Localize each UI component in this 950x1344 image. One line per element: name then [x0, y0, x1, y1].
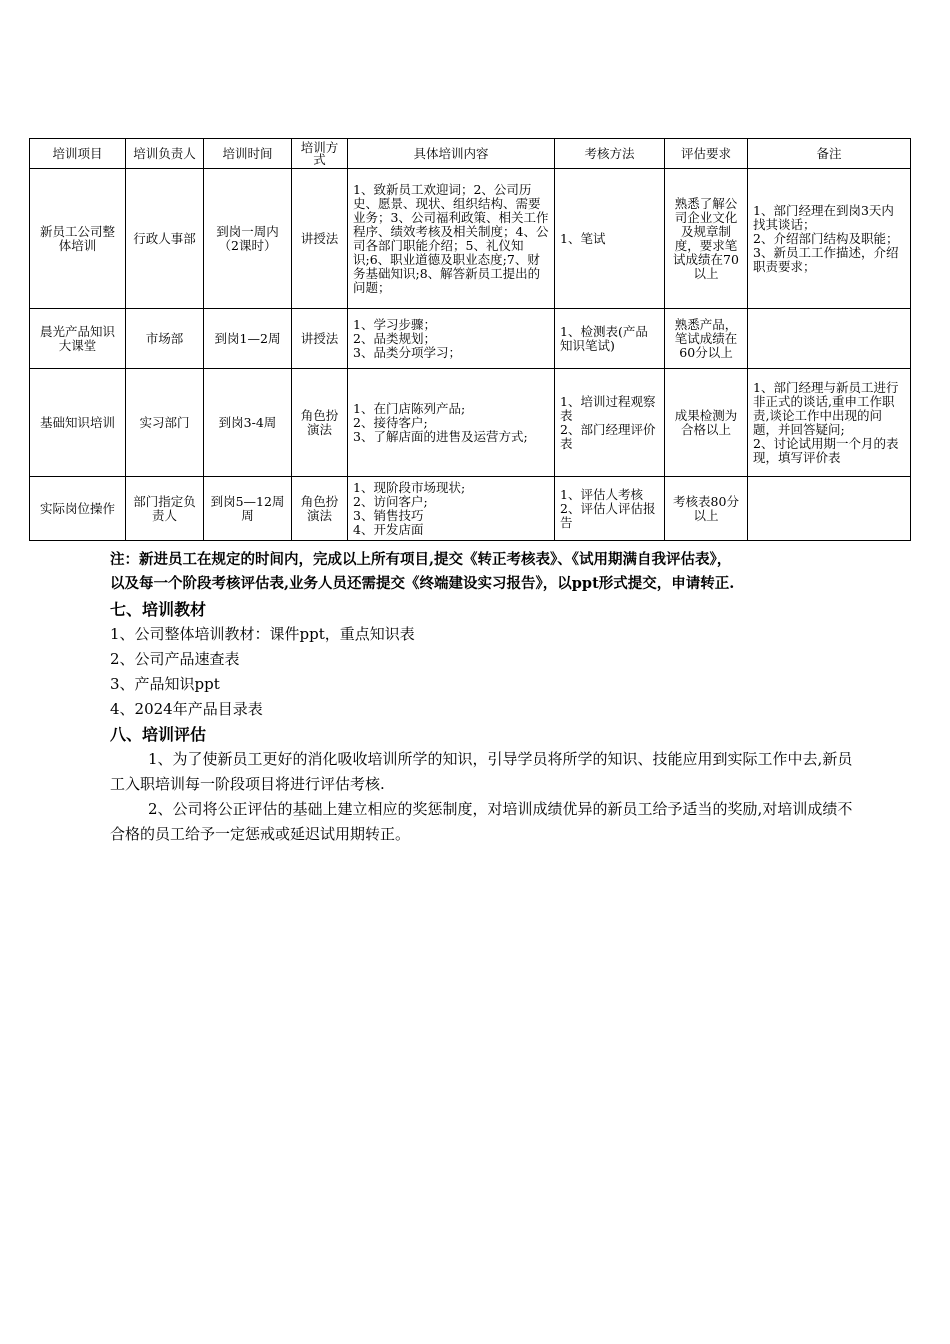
- cell-eval: 考核表80分以上: [665, 477, 748, 541]
- cell-remarks: [748, 477, 911, 541]
- table-header-row: [30, 139, 911, 169]
- evaluation-paragraph: 2、公司将公正评估的基础上建立相应的奖惩制度，对培训成绩优异的新员工给予适当的奖励,对培训成绩不合格的员工给予一定惩戒或延迟试用期转正。: [110, 800, 853, 843]
- header-cell-method: 培训方式: [292, 139, 348, 169]
- cell-time: 到岗1—2周: [204, 309, 292, 369]
- cell-method: 角色扮演法: [292, 477, 348, 541]
- cell-assess: 1、培训过程观察表 2、部门经理评价表: [555, 369, 665, 477]
- note-line-2: 以及每一个阶段考核评估表,业务人员还需提交《终端建设实习报告》，以ppt形式提交，申请转正.: [110, 575, 735, 592]
- materials-item: 2、公司产品速查表: [110, 650, 240, 668]
- cell-assess: 1、检测表(产品知识笔试): [555, 309, 665, 369]
- materials-item: 4、2024年产品目录表: [110, 700, 263, 718]
- cell-content: 1、致新员工欢迎词；2、公司历史、愿景、现状、组织结构、需要业务；3、公司福利政策、相关工作程序、绩效考核及相关制度；4、公司各部门职能介绍；5、礼仪知识;6、职业道德及职业态度;7、财务基础知识;8、解答新员工提出的问题；: [348, 169, 555, 309]
- materials-item: 1、公司整体培训教材：课件ppt，重点知识表: [110, 625, 415, 643]
- table-row: [30, 369, 911, 477]
- header-cell-content: 具体培训内容: [348, 139, 555, 169]
- cell-content: 1、在门店陈列产品; 2、接待客户; 3、了解店面的进售及运营方式;: [348, 369, 555, 477]
- cell-remarks: 1、部门经理与新员工进行非正式的谈话,重申工作职责,谈论工作中出现的问题，并回答疑问; 2、讨论试用期一个月的表现，填写评价表: [748, 369, 911, 477]
- table-row: [30, 309, 911, 369]
- cell-eval: 熟悉了解公司企业文化及规章制度，要求笔试成绩在70以上: [665, 169, 748, 309]
- cell-item: 基础知识培训: [30, 369, 126, 477]
- header-cell-time: 培训时间: [204, 139, 292, 169]
- header-cell-owner: 培训负责人: [126, 139, 204, 169]
- cell-time: 到岗一周内（2课时）: [204, 169, 292, 309]
- section-8-heading: 八、培训评估: [110, 725, 207, 744]
- cell-owner: 实习部门: [126, 369, 204, 477]
- header-cell-item: 培训项目: [30, 139, 126, 169]
- cell-item: 晨光产品知识大课堂: [30, 309, 126, 369]
- cell-method: 讲授法: [292, 169, 348, 309]
- header-cell-remarks: 备注: [748, 139, 911, 169]
- training-schedule-table: [29, 138, 911, 541]
- cell-remarks: [748, 309, 911, 369]
- cell-eval: 熟悉产品，笔试成绩在60分以上: [665, 309, 748, 369]
- table-row: [30, 477, 911, 541]
- cell-owner: 部门指定负责人: [126, 477, 204, 541]
- cell-owner: 行政人事部: [126, 169, 204, 309]
- cell-assess: 1、评估人考核 2、评估人评估报告: [555, 477, 665, 541]
- evaluation-paragraph: 1、为了使新员工更好的消化吸收培训所学的知识，引导学员将所学的知识、技能应用到实际工作中去,新员工入职培训每一阶段项目将进行评估考核.: [110, 750, 853, 793]
- cell-item: 新员工公司整体培训: [30, 169, 126, 309]
- note-line-1: 注：新进员工在规定的时间内，完成以上所有项目,提交《转正考核表》、《试用期满自我评估表》，: [110, 551, 732, 568]
- header-cell-assess: 考核方法: [555, 139, 665, 169]
- cell-item: 实际岗位操作: [30, 477, 126, 541]
- document-body: [110, 597, 860, 847]
- cell-eval: 成果检测为合格以上: [665, 369, 748, 477]
- cell-remarks: 1、部门经理在到岗3天内找其谈话； 2、介绍部门结构及职能； 3、新员工工作描述，介绍职责要求；: [748, 169, 911, 309]
- table-note: [110, 548, 870, 596]
- section-7-heading: 七、培训教材: [110, 600, 207, 619]
- cell-content: 1、现阶段市场现状; 2、访问客户; 3、销售技巧 4、开发店面: [348, 477, 555, 541]
- table-row: [30, 169, 911, 309]
- cell-time: 到岗5—12周周: [204, 477, 292, 541]
- cell-time: 到岗3-4周: [204, 369, 292, 477]
- header-cell-eval: 评估要求: [665, 139, 748, 169]
- materials-item: 3、产品知识ppt: [110, 675, 220, 693]
- cell-owner: 市场部: [126, 309, 204, 369]
- cell-method: 角色扮演法: [292, 369, 348, 477]
- cell-assess: 1、笔试: [555, 169, 665, 309]
- cell-content: 1、学习步骤； 2、品类规划； 3、品类分项学习；: [348, 309, 555, 369]
- cell-method: 讲授法: [292, 309, 348, 369]
